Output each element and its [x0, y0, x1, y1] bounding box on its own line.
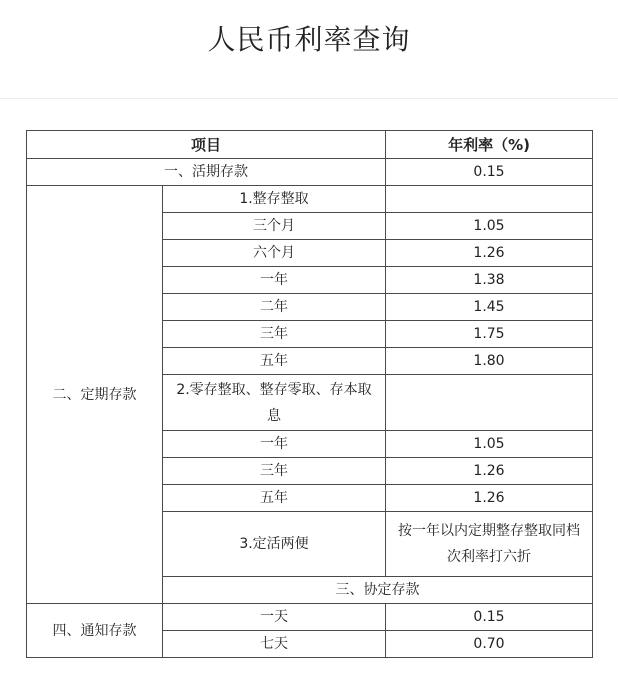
installment-label: 2.零存整取、整存零取、存本取息 [163, 375, 386, 431]
rate-cell: 1.75 [386, 321, 593, 348]
lump-sum-label: 1.整存整取 [163, 186, 386, 213]
rate-cell: 1.45 [386, 294, 593, 321]
term-cell: 三年 [163, 321, 386, 348]
table-row [27, 186, 593, 213]
term-cell: 五年 [163, 348, 386, 375]
rate-cell: 0.15 [386, 604, 593, 631]
term-cell: 一天 [163, 604, 386, 631]
flexible-rate-note: 按一年以内定期整存整取同档次利率打六折 [386, 512, 593, 577]
table-row [27, 159, 593, 186]
rate-cell: 0.70 [386, 631, 593, 658]
interest-rate-table [26, 130, 593, 658]
header-divider [0, 98, 618, 99]
term-cell: 七天 [163, 631, 386, 658]
table-row [27, 604, 593, 631]
negotiated-deposit-label: 三、协定存款 [163, 577, 593, 604]
current-deposit-label: 一、活期存款 [27, 159, 386, 186]
rate-cell: 1.05 [386, 213, 593, 240]
rate-cell: 1.05 [386, 431, 593, 458]
page-title: 人民币利率查询 [207, 23, 411, 56]
table-header-row [27, 131, 593, 159]
current-deposit-rate: 0.15 [386, 159, 593, 186]
term-cell: 一年 [163, 431, 386, 458]
rate-cell: 1.26 [386, 458, 593, 485]
term-cell: 三个月 [163, 213, 386, 240]
lump-sum-rate [386, 186, 593, 213]
header-rate: 年利率（%) [386, 131, 593, 159]
term-cell: 五年 [163, 485, 386, 512]
term-cell: 六个月 [163, 240, 386, 267]
installment-rate [386, 375, 593, 431]
term-cell: 三年 [163, 458, 386, 485]
time-deposit-label: 二、定期存款 [27, 186, 163, 604]
rate-cell: 1.80 [386, 348, 593, 375]
notice-deposit-label: 四、通知存款 [27, 604, 163, 658]
term-cell: 一年 [163, 267, 386, 294]
term-cell: 二年 [163, 294, 386, 321]
header-item: 项目 [27, 131, 386, 159]
flexible-label: 3.定活两便 [163, 512, 386, 577]
rate-cell: 1.38 [386, 267, 593, 294]
rate-cell: 1.26 [386, 485, 593, 512]
rate-cell: 1.26 [386, 240, 593, 267]
